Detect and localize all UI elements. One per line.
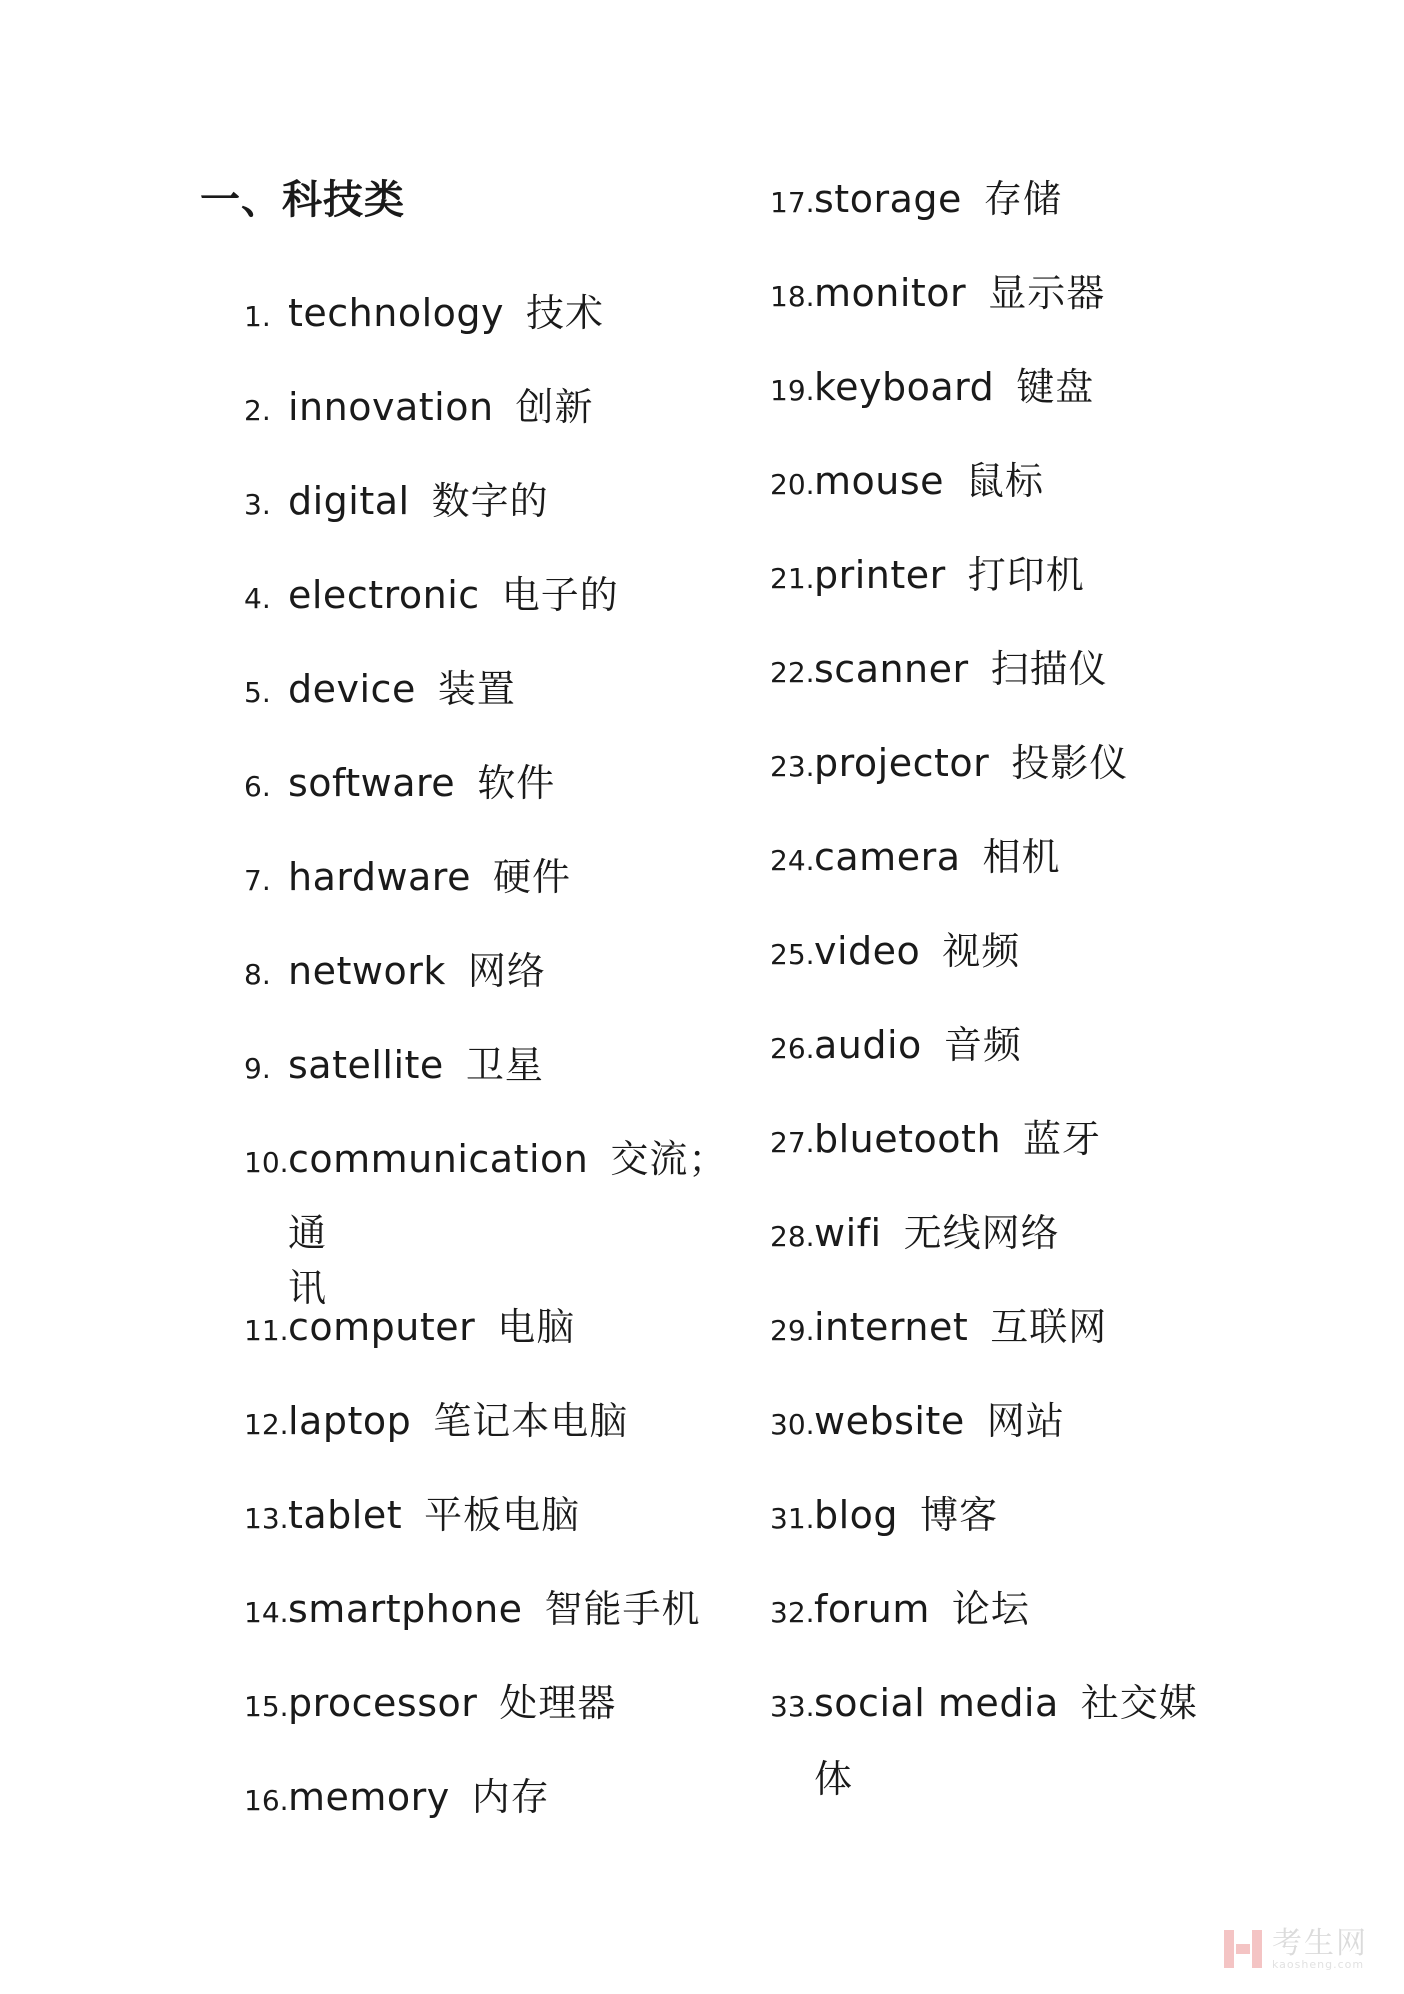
item-word: scanner — [814, 647, 969, 691]
item-meaning: 电子的 — [501, 573, 619, 617]
item-meaning: 卫星 — [465, 1043, 544, 1087]
item-meaning: 数字的 — [431, 479, 549, 523]
item-word: memory — [288, 1775, 450, 1819]
item-meaning: 论坛 — [951, 1587, 1030, 1631]
list-item — [244, 1128, 727, 1183]
item-number: 30. — [770, 1408, 815, 1441]
item-number: 6. — [244, 770, 271, 803]
list-item — [244, 1034, 544, 1089]
item-word: wifi — [814, 1211, 882, 1255]
item-meaning: 装置 — [437, 667, 516, 711]
list-item — [770, 826, 1061, 881]
watermark-cn: 考生网 — [1272, 1925, 1368, 1961]
item-word: tablet — [288, 1493, 403, 1537]
item-number: 18. — [770, 280, 815, 313]
item-meaning: 博客 — [920, 1493, 999, 1537]
item-meaning: 存储 — [983, 177, 1062, 221]
item-meaning: 鼠标 — [966, 459, 1045, 503]
section-title: 一、科技类 — [200, 177, 405, 223]
item-number: 32. — [770, 1596, 815, 1629]
item-number: 19. — [770, 374, 815, 407]
item-number: 9. — [244, 1052, 271, 1085]
item-meaning: 内存 — [471, 1775, 550, 1819]
list-item — [244, 1296, 575, 1351]
list-item — [770, 920, 1020, 975]
item-number: 20. — [770, 468, 815, 501]
item-number: 22. — [770, 656, 815, 689]
list-item — [244, 376, 594, 431]
item-word: network — [288, 949, 446, 993]
item-word: hardware — [288, 855, 471, 899]
item-meaning: 交流； — [610, 1137, 728, 1181]
item-number: 4. — [244, 582, 271, 615]
item-word: bluetooth — [814, 1117, 1002, 1161]
item-word: smartphone — [288, 1587, 523, 1631]
item-meaning: 处理器 — [499, 1681, 617, 1725]
item-meaning: 硬件 — [492, 855, 571, 899]
item-meaning: 无线网络 — [903, 1211, 1060, 1255]
item-number: 12. — [244, 1408, 289, 1441]
item-number: 11. — [244, 1314, 289, 1347]
item-meaning: 音频 — [943, 1023, 1022, 1067]
item-word: video — [814, 929, 921, 973]
list-item — [244, 1766, 550, 1821]
item-meaning: 扫描仪 — [990, 647, 1108, 691]
list-item — [770, 638, 1108, 693]
item-number: 31. — [770, 1502, 815, 1535]
item-number: 14. — [244, 1596, 289, 1629]
item-number: 27. — [770, 1126, 815, 1159]
list-item — [244, 564, 619, 619]
item-word: device — [288, 667, 416, 711]
list-item — [244, 470, 549, 525]
watermark-en: kaosheng.com — [1272, 1957, 1365, 1971]
item-number: 33. — [770, 1690, 815, 1723]
list-item — [770, 1390, 1065, 1445]
item-meaning: 电脑 — [497, 1305, 576, 1349]
item-number: 16. — [244, 1784, 289, 1817]
item-word: internet — [814, 1305, 969, 1349]
item-number: 7. — [244, 864, 271, 897]
item-number: 17. — [770, 186, 815, 219]
item-number: 15. — [244, 1690, 289, 1723]
list-item — [244, 282, 604, 337]
item-meaning: 互联网 — [990, 1305, 1108, 1349]
list-item — [770, 1578, 1030, 1633]
watermark-logo-icon — [1222, 1928, 1264, 1970]
item-meaning: 技术 — [526, 291, 605, 335]
item-word: digital — [288, 479, 410, 523]
list-item — [770, 1202, 1060, 1257]
watermark-text — [1272, 1925, 1368, 1971]
list-item — [244, 658, 516, 713]
item-number: 10. — [244, 1146, 289, 1179]
item-word: storage — [814, 177, 962, 221]
item-word: laptop — [288, 1399, 412, 1443]
item-number: 23. — [770, 750, 815, 783]
item-meaning-continued: 体 — [814, 1757, 854, 1801]
list-item — [244, 1672, 616, 1727]
list-item — [770, 1014, 1022, 1069]
item-number: 3. — [244, 488, 271, 521]
item-meaning: 视频 — [942, 929, 1021, 973]
list-item — [770, 1484, 998, 1539]
item-meaning: 笔记本电脑 — [433, 1399, 629, 1443]
item-word: innovation — [288, 385, 494, 429]
item-word: keyboard — [814, 365, 995, 409]
item-word: satellite — [288, 1043, 444, 1087]
item-number: 29. — [770, 1314, 815, 1347]
list-item — [244, 752, 555, 807]
list-item — [244, 846, 571, 901]
item-word: communication — [288, 1137, 589, 1181]
item-number: 21. — [770, 562, 815, 595]
item-number: 1. — [244, 300, 271, 333]
item-meaning: 相机 — [982, 835, 1061, 879]
item-word: blog — [814, 1493, 899, 1537]
site-watermark — [1222, 1925, 1368, 1971]
item-meaning: 创新 — [515, 385, 594, 429]
item-word: computer — [288, 1305, 476, 1349]
list-item — [770, 356, 1094, 411]
item-meaning: 网络 — [467, 949, 546, 993]
list-item — [770, 732, 1128, 787]
item-word: technology — [288, 291, 505, 335]
list-item — [770, 1108, 1101, 1163]
list-item — [770, 1296, 1107, 1351]
item-word: monitor — [814, 271, 967, 315]
item-number: 25. — [770, 938, 815, 971]
list-item — [244, 1390, 628, 1445]
item-number: 2. — [244, 394, 271, 427]
list-item — [770, 168, 1062, 223]
item-meaning-continued: 通讯 — [288, 1211, 328, 1310]
item-word: electronic — [288, 573, 480, 617]
item-number: 5. — [244, 676, 271, 709]
item-meaning: 平板电脑 — [424, 1493, 581, 1537]
item-word: processor — [288, 1681, 478, 1725]
item-number: 24. — [770, 844, 815, 877]
item-word: camera — [814, 835, 961, 879]
item-word: social media — [814, 1681, 1059, 1725]
item-number: 13. — [244, 1502, 289, 1535]
item-meaning: 打印机 — [967, 553, 1085, 597]
list-item — [770, 450, 1044, 505]
item-word: audio — [814, 1023, 922, 1067]
item-meaning: 显示器 — [988, 271, 1106, 315]
item-meaning: 软件 — [477, 761, 556, 805]
item-meaning: 投影仪 — [1011, 741, 1129, 785]
item-word: printer — [814, 553, 946, 597]
list-item — [770, 544, 1085, 599]
item-word: website — [814, 1399, 965, 1443]
list-item — [244, 940, 546, 995]
list-item — [770, 262, 1105, 317]
item-number: 8. — [244, 958, 271, 991]
item-word: projector — [814, 741, 990, 785]
item-meaning: 蓝牙 — [1023, 1117, 1102, 1161]
item-word: forum — [814, 1587, 930, 1631]
list-item — [244, 1484, 580, 1539]
item-meaning: 键盘 — [1016, 365, 1095, 409]
item-number: 28. — [770, 1220, 815, 1253]
item-word: software — [288, 761, 456, 805]
item-meaning: 网站 — [986, 1399, 1065, 1443]
item-meaning: 智能手机 — [544, 1587, 701, 1631]
list-item — [244, 1578, 701, 1633]
item-word: mouse — [814, 459, 945, 503]
item-meaning: 社交媒 — [1080, 1681, 1198, 1725]
item-number: 26. — [770, 1032, 815, 1065]
list-item — [770, 1672, 1198, 1727]
